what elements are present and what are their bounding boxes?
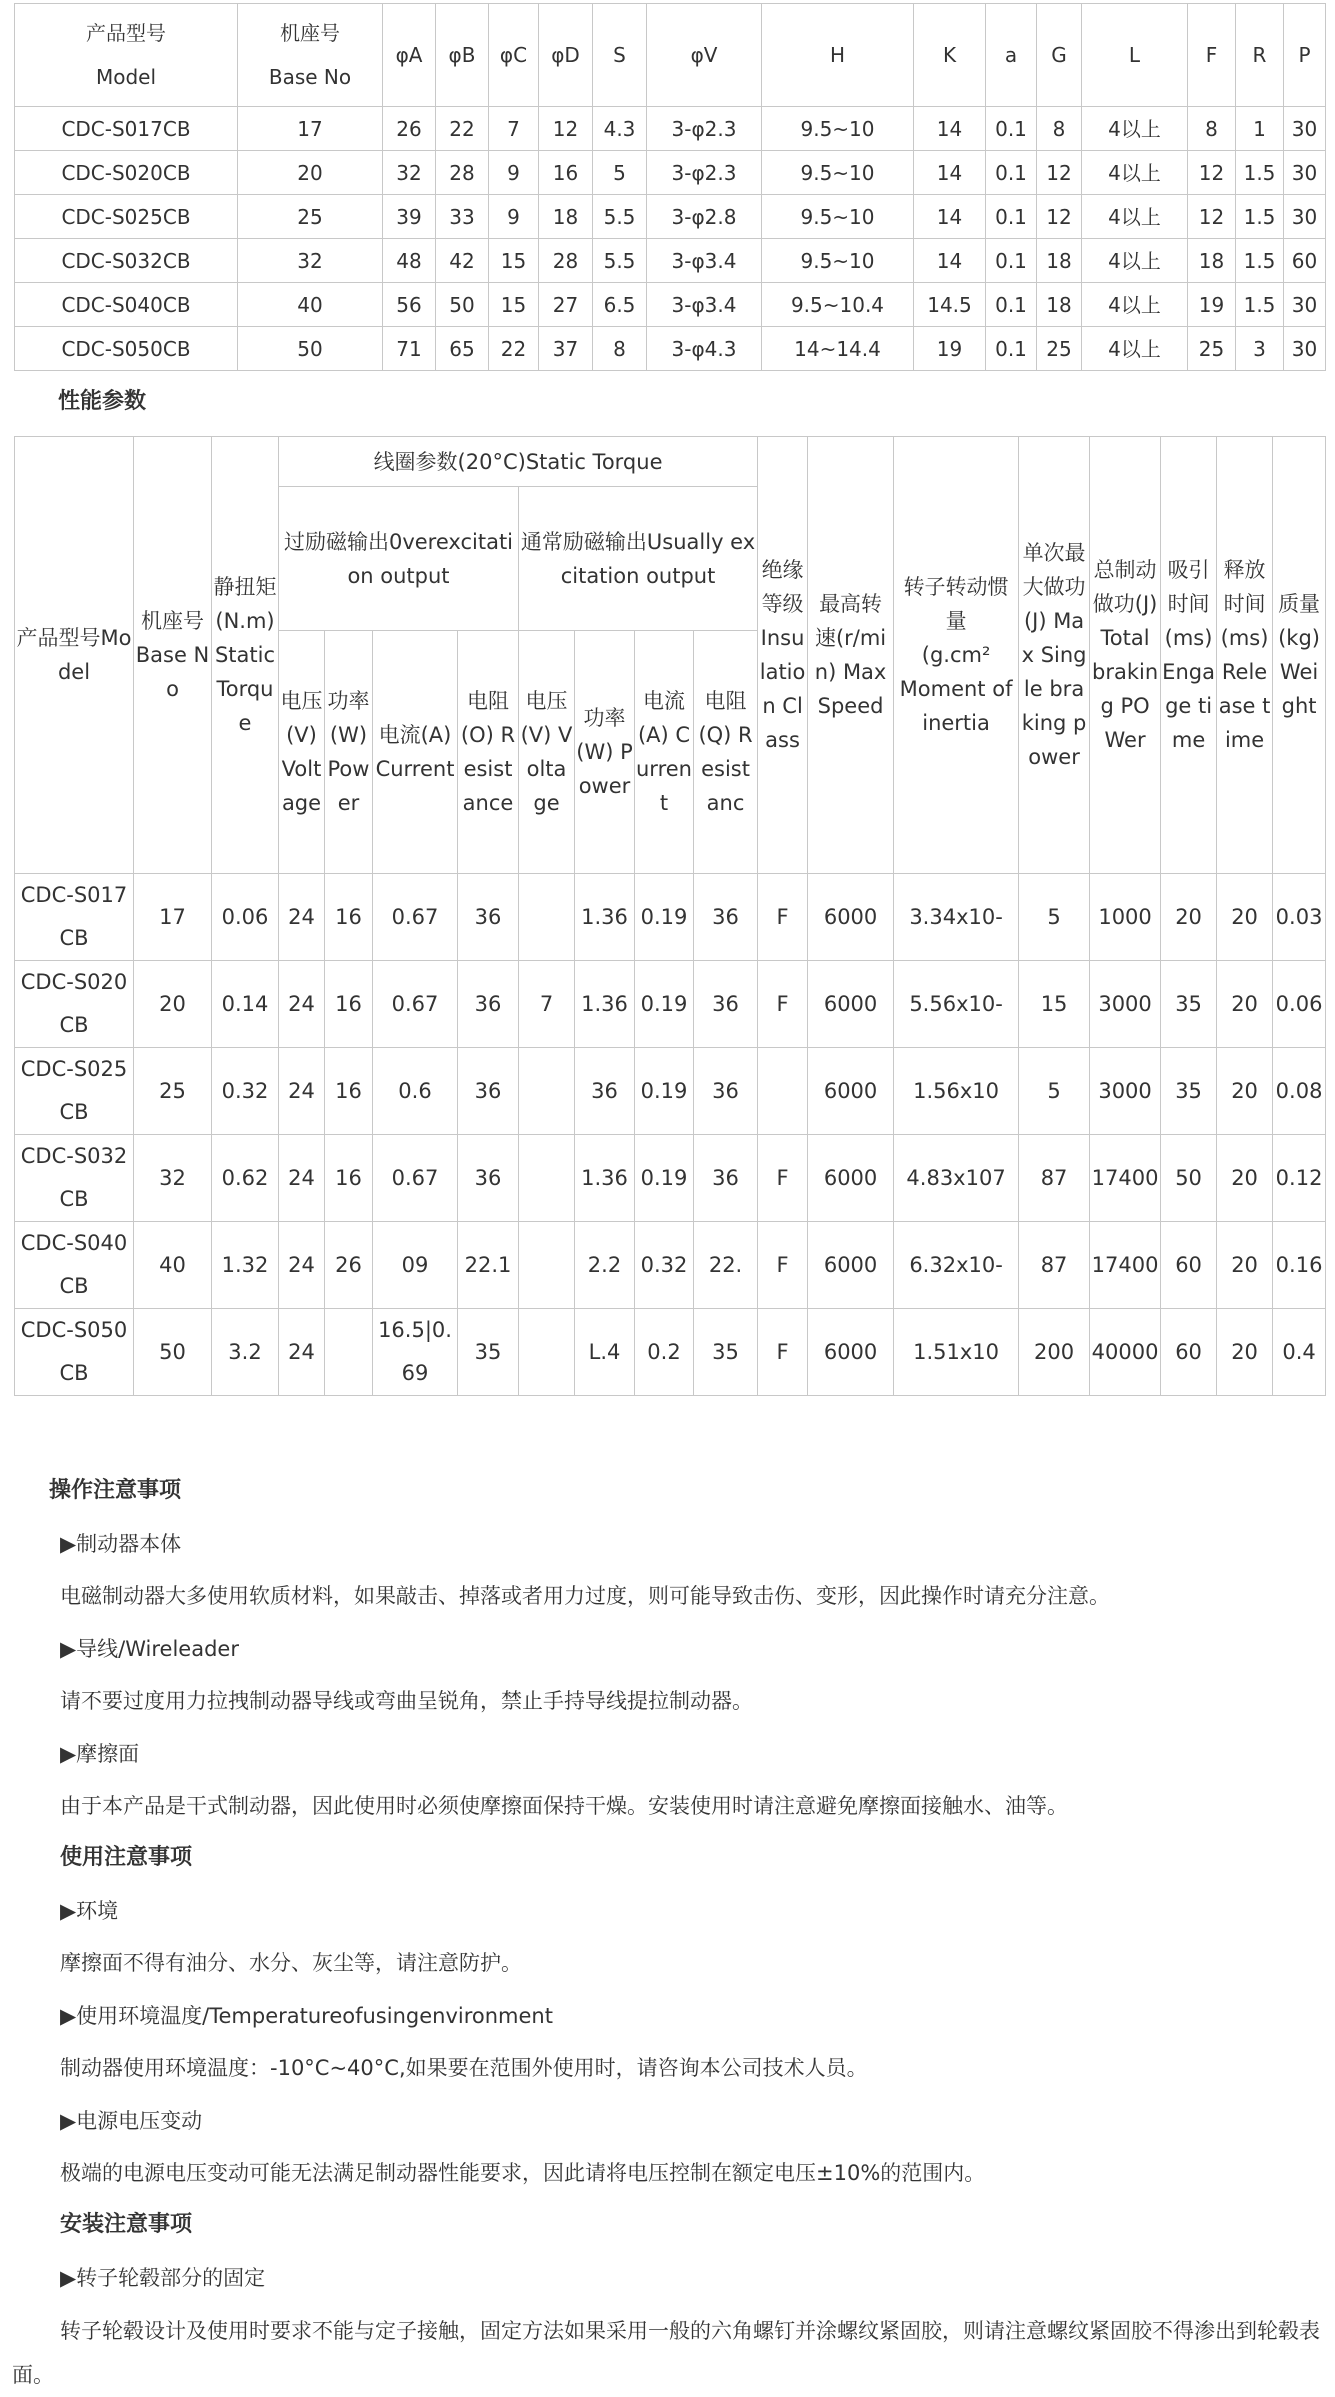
table-cell: 0.16 — [1273, 1222, 1326, 1309]
table-cell: 16 — [325, 1048, 373, 1135]
table-cell: 1.51x10 — [894, 1309, 1019, 1396]
table-cell: 60 — [1284, 239, 1326, 283]
table-cell: 30 — [1284, 327, 1326, 371]
table-cell: 18 — [1188, 239, 1236, 283]
table-cell: CDC-S020CB — [15, 961, 134, 1048]
table-cell: CDC-S025CB — [15, 195, 238, 239]
note-text: 摩擦面不得有油分、水分、灰尘等，请注意防护。 — [60, 1951, 522, 1975]
table-cell: 9.5~10 — [762, 107, 914, 151]
table-cell: 1.5 — [1236, 195, 1284, 239]
table-cell: 4以上 — [1082, 195, 1188, 239]
table-cell: 0.32 — [635, 1222, 694, 1309]
table-cell: 4.83x107 — [894, 1135, 1019, 1222]
usage-notes-title: 使用注意事项 — [60, 1845, 193, 1870]
table-cell: 35 — [1161, 1048, 1217, 1135]
table-cell: 4以上 — [1082, 239, 1188, 283]
note-heading: ▶环境 — [60, 1899, 119, 1923]
table-cell: 3000 — [1090, 961, 1161, 1048]
table-cell: 30 — [1284, 195, 1326, 239]
table-cell: 3-φ2.3 — [647, 151, 762, 195]
header-ov-power: 功率(W) Power — [325, 631, 373, 874]
table-row — [15, 1222, 1326, 1309]
table-cell: 24 — [279, 1309, 325, 1396]
table-cell: 30 — [1284, 283, 1326, 327]
table-cell: 4以上 — [1082, 107, 1188, 151]
table-cell: 35 — [458, 1309, 519, 1396]
table-cell: 8 — [1037, 107, 1082, 151]
table-cell: 5.5 — [593, 195, 647, 239]
table-cell: 16 — [539, 151, 593, 195]
table-cell: 87 — [1019, 1222, 1090, 1309]
table-row — [15, 283, 1326, 327]
table-cell: 36 — [694, 874, 758, 961]
table-cell: 0.1 — [986, 107, 1037, 151]
table-cell: 0.03 — [1273, 874, 1326, 961]
header-ov-voltage: 电压(V) Voltage — [279, 631, 325, 874]
table-cell: 0.32 — [212, 1048, 279, 1135]
inertia-unit: (g.cm² — [921, 643, 991, 667]
table-cell: 20 — [1217, 874, 1273, 961]
note-text: 转子轮毂设计及使用时要求不能与定子接触，固定方法如果采用一般的六角螺钉并涂螺纹紧固胶，则请注意螺纹紧固胶不得渗出到轮毂表面。 — [12, 2319, 1320, 2387]
header-zh: 产品型号 — [86, 21, 166, 45]
table-cell: 3-φ3.4 — [647, 283, 762, 327]
table-cell: 36 — [694, 961, 758, 1048]
table-cell: 6.32x10- — [894, 1222, 1019, 1309]
dims-header-cell: φC — [489, 4, 539, 107]
note-heading: ▶使用环境温度/Temperatureofusingenvironment — [60, 2004, 553, 2028]
table-cell: 36 — [694, 1135, 758, 1222]
table-cell: 32 — [238, 239, 383, 283]
table-cell: 6000 — [808, 1222, 894, 1309]
table-cell: 20 — [1161, 874, 1217, 961]
table-cell: 9.5~10 — [762, 151, 914, 195]
dims-header-cell: H — [762, 4, 914, 107]
table-cell: 4以上 — [1082, 327, 1188, 371]
table-row — [15, 1048, 1326, 1135]
table-cell: 56 — [383, 283, 436, 327]
header-model: 产品型号Model — [15, 437, 134, 874]
table-cell: 15 — [489, 283, 539, 327]
table-cell: 20 — [1217, 1135, 1273, 1222]
table-cell: 40 — [134, 1222, 212, 1309]
table-cell: 5 — [1019, 1048, 1090, 1135]
table-cell: CDC-S040CB — [15, 1222, 134, 1309]
header-coil-params: 线圈参数(20°C)Static Torque — [279, 437, 758, 487]
table-cell: 4.3 — [593, 107, 647, 151]
table-cell — [519, 1222, 575, 1309]
table-cell — [519, 1048, 575, 1135]
table-cell — [519, 1135, 575, 1222]
table-cell: 3.34x10- — [894, 874, 1019, 961]
table-cell: 37 — [539, 327, 593, 371]
table-cell: 0.1 — [986, 327, 1037, 371]
table-cell: 18 — [1037, 283, 1082, 327]
dims-header-cell: R — [1236, 4, 1284, 107]
table-cell: 7 — [489, 107, 539, 151]
table-cell: CDC-S025CB — [15, 1048, 134, 1135]
table-cell: 24 — [279, 1048, 325, 1135]
dims-header-cell: K — [914, 4, 986, 107]
table-row — [15, 195, 1326, 239]
dims-header-cell — [238, 4, 383, 107]
operation-notes-title: 操作注意事项 — [49, 1478, 182, 1503]
table-cell: 20 — [1217, 1222, 1273, 1309]
header-inertia — [894, 437, 1019, 874]
table-cell: 22.1 — [458, 1222, 519, 1309]
header-en: Model — [95, 65, 157, 89]
table-row — [15, 874, 1326, 961]
table-cell: 12 — [1037, 151, 1082, 195]
table-cell: 8 — [593, 327, 647, 371]
header-us-power: 功率(W) Power — [575, 631, 635, 874]
table-cell: 5.56x10- — [894, 961, 1019, 1048]
table-cell: 19 — [914, 327, 986, 371]
table-cell: 24 — [279, 1222, 325, 1309]
table-cell: 35 — [1161, 961, 1217, 1048]
install-notes-title: 安装注意事项 — [60, 2212, 193, 2237]
table-cell: 0.62 — [212, 1135, 279, 1222]
header-single-braking: 单次最大做功(J) Max Single braking power — [1019, 437, 1090, 874]
table-cell: CDC-S040CB — [15, 283, 238, 327]
table-cell: 36 — [575, 1048, 635, 1135]
table-cell: 3-φ2.3 — [647, 107, 762, 151]
table-cell: CDC-S017CB — [15, 107, 238, 151]
table-cell: 65 — [436, 327, 489, 371]
performance-table — [14, 436, 1326, 1396]
table-cell: 6000 — [808, 1309, 894, 1396]
table-cell: 15 — [489, 239, 539, 283]
table-cell: 0.08 — [1273, 1048, 1326, 1135]
table-cell: 0.2 — [635, 1309, 694, 1396]
table-cell: 20 — [1217, 1048, 1273, 1135]
table-cell: 0.1 — [986, 151, 1037, 195]
table-cell: 27 — [539, 283, 593, 327]
table-cell: 40 — [238, 283, 383, 327]
table-cell: 9 — [489, 195, 539, 239]
table-cell: 22 — [489, 327, 539, 371]
table-row — [15, 1135, 1326, 1222]
dims-header-cell: φB — [436, 4, 489, 107]
table-cell: 25 — [1188, 327, 1236, 371]
header-release-time: 释放时间(ms) Release time — [1217, 437, 1273, 874]
note-heading: ▶摩擦面 — [60, 1742, 140, 1766]
table-cell: 36 — [694, 1048, 758, 1135]
table-cell: 6.5 — [593, 283, 647, 327]
table-cell: 36 — [458, 1048, 519, 1135]
dims-header-cell: a — [986, 4, 1037, 107]
table-cell: 5 — [593, 151, 647, 195]
table-cell: 0.06 — [212, 874, 279, 961]
table-cell — [758, 1048, 808, 1135]
table-cell: 1.56x10 — [894, 1048, 1019, 1135]
header-zh: 机座号 — [280, 21, 340, 45]
note-heading: ▶转子轮毂部分的固定 — [60, 2266, 266, 2290]
table-cell: 3.2 — [212, 1309, 279, 1396]
dimensions-table — [14, 3, 1326, 371]
table-cell: 17400 — [1090, 1222, 1161, 1309]
table-cell: 16.5|0.69 — [373, 1309, 458, 1396]
table-cell: 0.14 — [212, 961, 279, 1048]
table-cell: 20 — [238, 151, 383, 195]
table-cell: CDC-S050CB — [15, 1309, 134, 1396]
table-cell: 18 — [539, 195, 593, 239]
table-cell: 33 — [436, 195, 489, 239]
table-cell: 22. — [694, 1222, 758, 1309]
table-cell: 50 — [134, 1309, 212, 1396]
table-cell: 8 — [1188, 107, 1236, 151]
table-cell: 0.1 — [986, 195, 1037, 239]
table-cell: 48 — [383, 239, 436, 283]
table-cell: 0.19 — [635, 961, 694, 1048]
note-text: 电磁制动器大多使用软质材料，如果敲击、掉落或者用力过度，则可能导致击伤、变形，因此操作时请充分注意。 — [60, 1584, 1110, 1608]
table-cell: 16 — [325, 1135, 373, 1222]
header-total-braking: 总制动做功(J) Total braking POWer — [1090, 437, 1161, 874]
table-row — [15, 961, 1326, 1048]
table-cell: 20 — [1217, 961, 1273, 1048]
table-cell: 50 — [1161, 1135, 1217, 1222]
table-cell: 200 — [1019, 1309, 1090, 1396]
header-insulation: 绝缘等级Insulation Class — [758, 437, 808, 874]
table-cell: 35 — [694, 1309, 758, 1396]
table-cell: 19 — [1188, 283, 1236, 327]
table-cell: 0.12 — [1273, 1135, 1326, 1222]
table-cell: 0.67 — [373, 874, 458, 961]
table-cell: 30 — [1284, 107, 1326, 151]
table-cell — [325, 1309, 373, 1396]
table-cell: 9.5~10.4 — [762, 283, 914, 327]
table-cell: 24 — [279, 874, 325, 961]
note-heading: ▶导线/Wireleader — [60, 1637, 239, 1661]
table-cell: 22 — [436, 107, 489, 151]
table-cell: 32 — [134, 1135, 212, 1222]
table-cell: 20 — [134, 961, 212, 1048]
table-cell: 14 — [914, 107, 986, 151]
table-cell: 16 — [325, 961, 373, 1048]
table-cell: 9 — [489, 151, 539, 195]
dims-header-cell — [15, 4, 238, 107]
header-usual-excitation: 通常励磁输出Usually excitation output — [519, 487, 758, 631]
header-base-no: 机座号Base No — [134, 437, 212, 874]
table-cell: 0.6 — [373, 1048, 458, 1135]
inertia-en: Moment of inertia — [899, 677, 1013, 735]
note-text: 制动器使用环境温度：-10°C~40°C,如果要在范围外使用时，请咨询本公司技术人员。 — [60, 2056, 868, 2080]
table-row — [15, 151, 1326, 195]
table-cell — [519, 1309, 575, 1396]
table-cell: 18 — [1037, 239, 1082, 283]
header-overexcitation: 过励磁输出0verexcitation output — [279, 487, 519, 631]
table-cell: 36 — [458, 961, 519, 1048]
header-en: Base No — [268, 65, 352, 89]
table-cell: 6000 — [808, 1048, 894, 1135]
table-cell: 60 — [1161, 1309, 1217, 1396]
header-weight: 质量(kg) Weight — [1273, 437, 1326, 874]
table-cell: 0.19 — [635, 1048, 694, 1135]
table-cell: 4以上 — [1082, 283, 1188, 327]
table-row — [15, 327, 1326, 371]
table-cell: 2.2 — [575, 1222, 635, 1309]
table-cell: 1000 — [1090, 874, 1161, 961]
table-cell: 12 — [1188, 195, 1236, 239]
table-cell: 1.36 — [575, 961, 635, 1048]
header-ov-current: 电流(A) Current — [373, 631, 458, 874]
table-cell: 9.5~10 — [762, 195, 914, 239]
table-cell: 9.5~10 — [762, 239, 914, 283]
table-cell: 17400 — [1090, 1135, 1161, 1222]
table-cell: 32 — [383, 151, 436, 195]
table-cell: 1.5 — [1236, 283, 1284, 327]
dims-header-cell: φD — [539, 4, 593, 107]
table-cell: 0.4 — [1273, 1309, 1326, 1396]
header-engage-time: 吸引时间(ms)Engage time — [1161, 437, 1217, 874]
table-cell: 1.5 — [1236, 239, 1284, 283]
table-cell: 28 — [539, 239, 593, 283]
table-cell: 16 — [325, 874, 373, 961]
table-cell: 6000 — [808, 1135, 894, 1222]
dims-header-cell: F — [1188, 4, 1236, 107]
table-cell: L.4 — [575, 1309, 635, 1396]
header-us-current: 电流(A) Current — [635, 631, 694, 874]
dims-header-cell: P — [1284, 4, 1326, 107]
table-cell: 09 — [373, 1222, 458, 1309]
header-max-speed: 最高转速(r/min) Max Speed — [808, 437, 894, 874]
header-us-voltage: 电压(V) Voltage — [519, 631, 575, 874]
table-cell: 17 — [238, 107, 383, 151]
table-cell: 26 — [383, 107, 436, 151]
table-cell: 14.5 — [914, 283, 986, 327]
table-cell: 1.5 — [1236, 151, 1284, 195]
table-cell: CDC-S032CB — [15, 1135, 134, 1222]
table-row — [15, 239, 1326, 283]
table-cell: 3-φ2.8 — [647, 195, 762, 239]
table-cell: 71 — [383, 327, 436, 371]
table-cell: F — [758, 1309, 808, 1396]
table-cell: 0.19 — [635, 1135, 694, 1222]
table-cell: 0.1 — [986, 239, 1037, 283]
table-cell: 50 — [238, 327, 383, 371]
table-cell: 12 — [1188, 151, 1236, 195]
table-cell: 25 — [1037, 327, 1082, 371]
table-cell: CDC-S020CB — [15, 151, 238, 195]
table-cell: CDC-S032CB — [15, 239, 238, 283]
table-cell — [519, 874, 575, 961]
table-cell: 39 — [383, 195, 436, 239]
performance-title: 性能参数 — [58, 389, 147, 414]
table-cell: 14 — [914, 239, 986, 283]
table-cell: 15 — [1019, 961, 1090, 1048]
table-cell: 14~14.4 — [762, 327, 914, 371]
dims-header-cell: φV — [647, 4, 762, 107]
dims-header-cell: L — [1082, 4, 1188, 107]
table-cell: 5 — [1019, 874, 1090, 961]
note-text: 请不要过度用力拉拽制动器导线或弯曲呈锐角，禁止手持导线提拉制动器。 — [60, 1689, 753, 1713]
table-cell: 0.1 — [986, 283, 1037, 327]
table-cell: 1.36 — [575, 874, 635, 961]
table-cell: 3 — [1236, 327, 1284, 371]
table-cell: 3-φ3.4 — [647, 239, 762, 283]
table-cell: F — [758, 1222, 808, 1309]
table-cell: 0.19 — [635, 874, 694, 961]
table-cell: 28 — [436, 151, 489, 195]
table-cell: 12 — [539, 107, 593, 151]
header-us-resistance: 电阻(Q) Resistanc — [694, 631, 758, 874]
table-cell: 0.06 — [1273, 961, 1326, 1048]
table-cell: F — [758, 961, 808, 1048]
table-cell: 24 — [279, 961, 325, 1048]
header-static-torque: 静扭矩(N.m)Static Torque — [212, 437, 279, 874]
note-text: 极端的电源电压变动可能无法满足制动器性能要求，因此请将电压控制在额定电压±10%的范围内。 — [60, 2161, 986, 2185]
table-cell: 3000 — [1090, 1048, 1161, 1135]
table-cell: 0.67 — [373, 961, 458, 1048]
table-cell: F — [758, 1135, 808, 1222]
table-cell: 1.36 — [575, 1135, 635, 1222]
table-cell: 26 — [325, 1222, 373, 1309]
table-cell: 6000 — [808, 961, 894, 1048]
table-cell: 36 — [458, 1135, 519, 1222]
table-cell: 42 — [436, 239, 489, 283]
table-cell: 60 — [1161, 1222, 1217, 1309]
table-cell: 6000 — [808, 874, 894, 961]
table-cell: 17 — [134, 874, 212, 961]
table-row — [15, 107, 1326, 151]
table-row — [15, 1309, 1326, 1396]
table-cell: 36 — [458, 874, 519, 961]
header-ov-resistance: 电阻(O) Resistance — [458, 631, 519, 874]
dims-header-cell: G — [1037, 4, 1082, 107]
table-cell: 14 — [914, 195, 986, 239]
table-cell: 14 — [914, 151, 986, 195]
table-cell: 5.5 — [593, 239, 647, 283]
note-text: 由于本产品是干式制动器，因此使用时必须使摩擦面保持干燥。安装使用时请注意避免摩擦面接触水、油等。 — [60, 1794, 1068, 1818]
table-cell: 0.67 — [373, 1135, 458, 1222]
note-heading: ▶制动器本体 — [60, 1532, 182, 1556]
table-cell: 3-φ4.3 — [647, 327, 762, 371]
table-cell: 50 — [436, 283, 489, 327]
table-cell: 24 — [279, 1135, 325, 1222]
note-heading: ▶电源电压变动 — [60, 2109, 203, 2133]
dims-header-cell: φA — [383, 4, 436, 107]
table-cell: 7 — [519, 961, 575, 1048]
table-cell: F — [758, 874, 808, 961]
table-cell: 4以上 — [1082, 151, 1188, 195]
table-cell: 30 — [1284, 151, 1326, 195]
table-cell: CDC-S017CB — [15, 874, 134, 961]
table-cell: 40000 — [1090, 1309, 1161, 1396]
table-cell: 25 — [134, 1048, 212, 1135]
inertia-zh: 转子转动惯量 — [903, 575, 1009, 633]
table-cell: 20 — [1217, 1309, 1273, 1396]
table-cell: 1 — [1236, 107, 1284, 151]
table-cell: 1.32 — [212, 1222, 279, 1309]
table-cell: 12 — [1037, 195, 1082, 239]
table-cell: CDC-S050CB — [15, 327, 238, 371]
dims-header-cell: S — [593, 4, 647, 107]
table-cell: 25 — [238, 195, 383, 239]
table-cell: 87 — [1019, 1135, 1090, 1222]
